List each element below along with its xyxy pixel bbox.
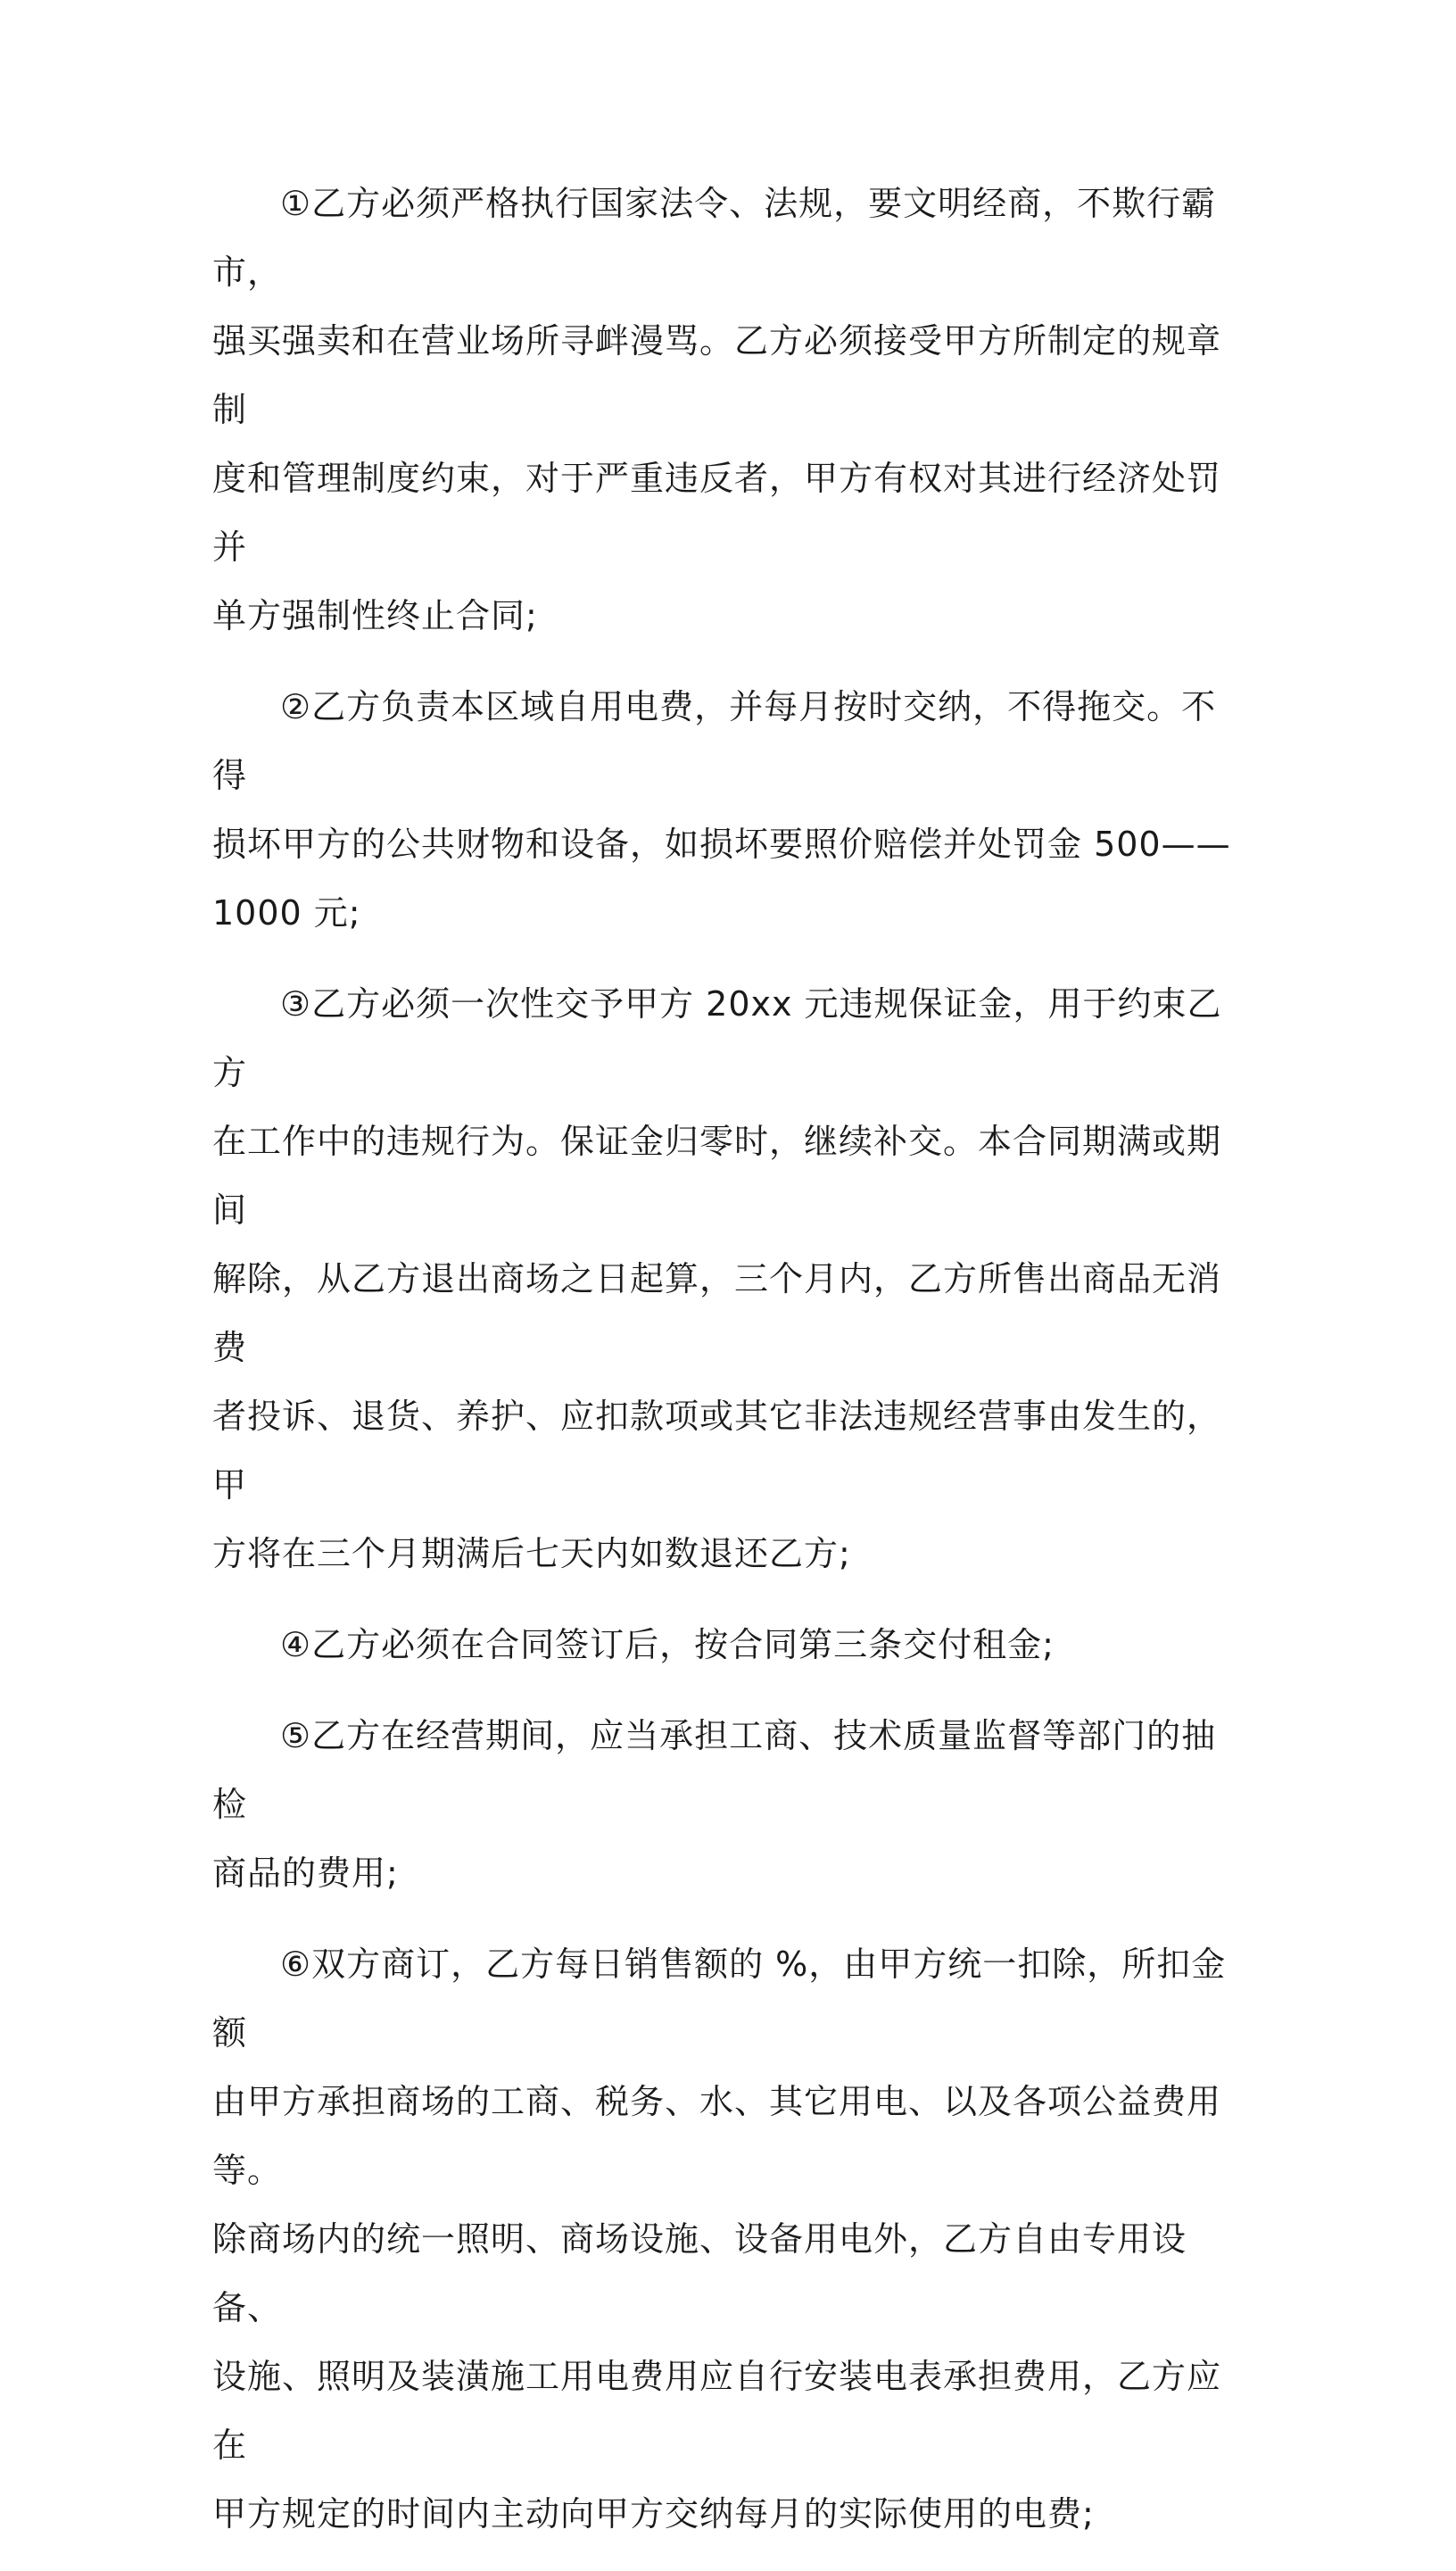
clause-3: ③乙方必须一次性交予甲方 20xx 元违规保证金，用于约束乙方 在工作中的违规行为。保证金归零时，继续补交。本合同期满或期间 解除，从乙方退出商场之日起算，三个月内，乙方所售出商品无消费 者投诉、退货、养护、应扣款项或其它非法违规经营事由发生的，甲 方将在三个月期满后七天内如数退还乙方;	[212, 984, 1222, 1573]
clause-5: ⑤乙方在经营期间，应当承担工商、技术质量监督等部门的抽检 商品的费用;	[212, 1716, 1217, 1893]
clause-1: ①乙方必须严格执行国家法令、法规，要文明经商，不欺行霸市， 强买强卖和在营业场所寻衅漫骂。乙方必须接受甲方所制定的规章制 度和管理制度约束，对于严重违反者，甲方有权对其进行经济处罚并 单方强制性终止合同;	[212, 184, 1222, 635]
document-body	[212, 170, 1247, 2571]
clause-4: ④乙方必须在合同签订后，按合同第三条交付租金;	[280, 1625, 1055, 1664]
clause-6: ⑥双方商订，乙方每日销售额的 %，由甲方统一扣除，所扣金额 由甲方承担商场的工商、税务、水、其它用电、以及各项公益费用等。 除商场内的统一照明、商场设施、设备用电外，乙方自由专用设备、 设施、照明及装潢施工用电费用应自行安装电表承担费用，乙方应在 甲方规定的时间内主动向甲方交纳每月的实际使用的电费;	[212, 1945, 1227, 2534]
clause-2: ②乙方负责本区域自用电费，并每月按时交纳，不得拖交。不得 损坏甲方的公共财物和设备，如损坏要照价赔偿并处罚金 500—— 1000 元;	[212, 687, 1231, 933]
